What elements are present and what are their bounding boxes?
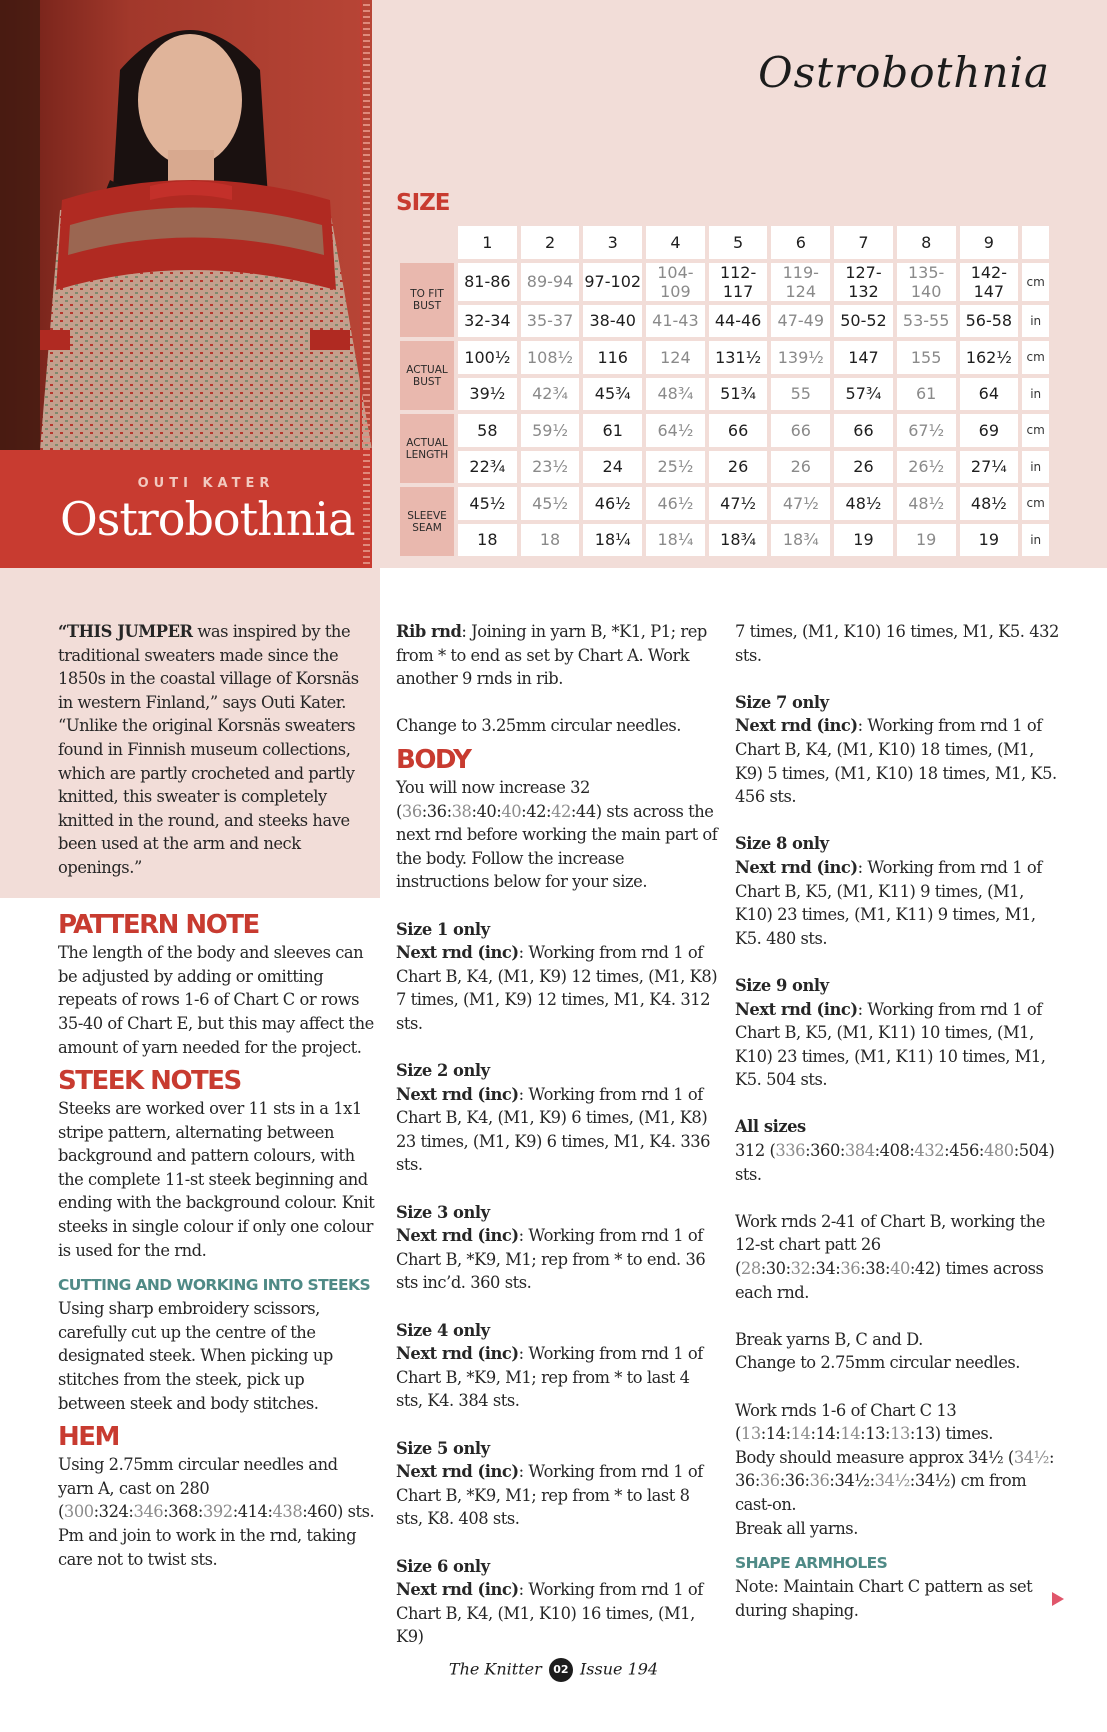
stitch-tick (363, 376, 370, 378)
size-value: 38-40 (583, 305, 642, 338)
size-value: 48½ (834, 487, 893, 520)
size-value: 26 (709, 451, 768, 484)
stitch-tick (363, 454, 370, 456)
page-title: Ostrobothnia (758, 48, 1050, 97)
size-value: 18 (458, 524, 517, 557)
size-value: 81-86 (458, 263, 517, 301)
stitch-tick (363, 514, 370, 516)
size-1-text: Next rnd (inc): Working from rnd 1 of Chart B, K4, (M1, K9) 12 times, (M1, K8) 7 times, (M1, K9) 12 times, M1, K4. 312 sts. (396, 943, 718, 1033)
size-number: 7 (834, 226, 893, 259)
stitch-tick (363, 358, 370, 360)
stitch-tick (363, 400, 370, 402)
stitch-tick (363, 550, 370, 552)
stitch-tick (363, 136, 370, 138)
size-number: 3 (583, 226, 642, 259)
measurement-label (400, 341, 454, 410)
size-9-text: Next rnd (inc): Working from rnd 1 of Chart B, K5, (M1, K11) 10 times, (M1, K10) 23 times, (M1, K11) 10 times, M1, K5. 504 sts. (735, 999, 1046, 1090)
size-value: 51¾ (709, 378, 768, 411)
change-needles-text: Change to 3.25mm circular needles. (396, 716, 682, 736)
size-row (400, 263, 1049, 301)
stitch-tick (363, 382, 370, 384)
stitch-tick (363, 250, 370, 252)
size-value: 89-94 (521, 263, 580, 301)
size-2-text: Next rnd (inc): Working from rnd 1 of Chart B, K4, (M1, K9) 6 times, (M1, K8) 23 times, (M1, K9) 6 times, M1, K4. 336 sts. (396, 1084, 711, 1175)
size-value: 155 (897, 341, 956, 374)
size-value: 127-132 (834, 263, 893, 301)
size-value: 26½ (897, 451, 956, 484)
size-number: 9 (960, 226, 1019, 259)
stitch-decoration (356, 0, 374, 610)
stitch-tick (363, 58, 370, 60)
stitch-tick (363, 346, 370, 348)
stitch-tick (363, 40, 370, 42)
size-value: 45¾ (583, 378, 642, 411)
column-2 (396, 620, 718, 1649)
size-value: 131½ (709, 341, 768, 374)
stitch-tick (363, 34, 370, 36)
break-yarns-text: Break yarns B, C and D. (735, 1329, 923, 1349)
stitch-tick (363, 316, 370, 318)
stitch-tick (363, 334, 370, 336)
unit-label: in (1022, 451, 1049, 484)
unit-label: in (1022, 524, 1049, 557)
stitch-tick (363, 262, 370, 264)
size-value: 108½ (521, 341, 580, 374)
stitch-tick (363, 166, 370, 168)
size-value: 47½ (771, 487, 830, 520)
stitch-tick (363, 472, 370, 474)
unit-label: cm (1022, 414, 1049, 447)
stitch-tick (363, 70, 370, 72)
size-value: 46½ (583, 487, 642, 520)
stitch-tick (363, 364, 370, 366)
size-value: 55 (771, 378, 830, 411)
stitch-tick (363, 154, 370, 156)
measurement-label-line: SEAM (412, 521, 442, 534)
shape-armholes-text: Note: Maintain Chart C pattern as set during shaping. (735, 1577, 1033, 1620)
column-3 (735, 620, 1061, 1622)
measurement-label (400, 414, 454, 483)
size-value: 26 (834, 451, 893, 484)
work-chart-b-text: Work rnds 2-41 of Chart B, working the 12-st chart patt 26 (28:30:32:34:36:38:40:42) times across each rnd. (735, 1211, 1045, 1302)
intro-paragraph: “THIS JUMPER was inspired by the traditional sweaters made since the 1850s in the coastal village of Korsnäs in western Finland,” says Outi Kater. “Unlike the original Korsnäs sweaters found in Finnish museum collections, which are partly crocheted and partly knitted, this sweater is completely knitted in the round, and steeks have been used at the arm and neck openings.” (58, 622, 359, 877)
stitch-tick (363, 160, 370, 162)
shape-armholes-heading: SHAPE ARMHOLES (735, 1554, 888, 1573)
size-value: 124 (646, 341, 705, 374)
size-row (400, 378, 1049, 411)
stitch-tick (363, 268, 370, 270)
measurement-label (400, 263, 454, 338)
stitch-tick (363, 244, 370, 246)
size-value: 58 (458, 414, 517, 447)
size-value: 45½ (521, 487, 580, 520)
size-value: 48½ (960, 487, 1019, 520)
size-8-text: Next rnd (inc): Working from rnd 1 of Chart B, K5, (M1, K11) 9 times, (M1, K10) 23 times, (M1, K11) 9 times, M1, K5. 480 sts. (735, 857, 1042, 948)
next-page-arrow-icon[interactable] (1052, 1592, 1064, 1606)
size-2-label: Size 2 only (396, 1061, 490, 1081)
stitch-tick (363, 22, 370, 24)
stitch-tick (363, 424, 370, 426)
stitch-tick (363, 442, 370, 444)
stitch-tick (363, 196, 370, 198)
size-value: 22¾ (458, 451, 517, 484)
size-value: 64 (960, 378, 1019, 411)
stitch-tick (363, 148, 370, 150)
size-number: 1 (458, 226, 517, 259)
measurement-label-line: BUST (413, 375, 441, 388)
issue-number: Issue 194 (579, 1659, 659, 1679)
size-value: 112-117 (709, 263, 768, 301)
change-needles-2-text: Change to 2.75mm circular needles. (735, 1353, 1021, 1373)
stitch-tick (363, 52, 370, 54)
stitch-tick (363, 82, 370, 84)
size-value: 116 (583, 341, 642, 374)
stitch-tick (363, 430, 370, 432)
hem-text: Using 2.75mm circular needles and yarn A, cast on 280 (300:324:346:368:392:414:438:460) sts. (58, 1455, 375, 1522)
size-value: 47½ (709, 487, 768, 520)
chart-c-text: Work rnds 1-6 of Chart C 13 (13:14:14:14:14:13:13:13) times. (735, 1400, 994, 1444)
body-intro-text: You will now increase 32 (36:36:38:40:40:42:42:44) sts across the next rnd before working the main part of the body. Follow the increase instructions below for your size. (396, 777, 718, 892)
size-value: 104-109 (646, 263, 705, 301)
stitch-tick (363, 520, 370, 522)
unit-label: cm (1022, 341, 1049, 374)
stitch-tick (363, 4, 370, 6)
size-header-unit (1022, 226, 1049, 259)
size-value: 26 (771, 451, 830, 484)
size-8-label: Size 8 only (735, 834, 829, 854)
size-value: 142-147 (960, 263, 1019, 301)
size-value: 24 (583, 451, 642, 484)
stitch-tick (363, 418, 370, 420)
stitch-tick (363, 508, 370, 510)
size-value: 19 (960, 524, 1019, 557)
stitch-tick (363, 304, 370, 306)
size-3-label: Size 3 only (396, 1202, 490, 1222)
size-value: 35-37 (521, 305, 580, 338)
stitch-tick (363, 202, 370, 204)
stitch-tick (363, 466, 370, 468)
size-value: 135-140 (897, 263, 956, 301)
stitch-tick (363, 496, 370, 498)
stitch-tick (363, 460, 370, 462)
size-value: 47-49 (771, 305, 830, 338)
size-value: 61 (583, 414, 642, 447)
unit-label: in (1022, 378, 1049, 411)
size-value: 44-46 (709, 305, 768, 338)
stitch-tick (363, 280, 370, 282)
author-name: OUTI KATER (137, 476, 275, 491)
size-value: 66 (709, 414, 768, 447)
size-value: 69 (960, 414, 1019, 447)
stitch-tick (363, 256, 370, 258)
stitch-tick (363, 448, 370, 450)
steek-notes-text: Steeks are worked over 11 sts in a 1x1 stripe pattern, alternating between background and pattern colours, with the complete 11-st steek beginning and ending with the background colour. Knit steeks in single colour if only one colour is used for the rnd. (58, 1099, 375, 1260)
stitch-tick (363, 328, 370, 330)
stitch-tick (363, 10, 370, 12)
break-all-text: Break all yarns. (735, 1518, 858, 1538)
stitch-tick (363, 184, 370, 186)
stitch-tick (363, 46, 370, 48)
size-row (400, 414, 1049, 447)
size-value: 119-124 (771, 263, 830, 301)
size-value: 42¾ (521, 378, 580, 411)
size-value: 53-55 (897, 305, 956, 338)
size-value: 18¼ (646, 524, 705, 557)
stitch-tick (363, 16, 370, 18)
size-header-row (400, 226, 1049, 259)
stitch-tick (363, 118, 370, 120)
stitch-tick (363, 226, 370, 228)
size-4-label: Size 4 only (396, 1320, 490, 1340)
size-5-text: Next rnd (inc): Working from rnd 1 of Chart B, *K9, M1; rep from * to last 8 sts, K8. 408 sts. (396, 1462, 703, 1529)
stitch-tick (363, 172, 370, 174)
stitch-tick (363, 76, 370, 78)
stitch-tick (363, 214, 370, 216)
stitch-tick (363, 220, 370, 222)
size-value: 18¾ (709, 524, 768, 557)
stitch-tick (363, 490, 370, 492)
stitch-tick (363, 298, 370, 300)
size-3-text: Next rnd (inc): Working from rnd 1 of Chart B, *K9, M1; rep from * to end. 36 sts inc’d. 360 sts. (396, 1226, 706, 1293)
stitch-tick (363, 370, 370, 372)
size-table (396, 222, 1053, 560)
size-value: 48½ (897, 487, 956, 520)
stitch-tick (363, 88, 370, 90)
size-4-text: Next rnd (inc): Working from rnd 1 of Chart B, *K9, M1; rep from * to last 4 sts, K4. 384 sts. (396, 1344, 703, 1411)
stitch-tick (363, 436, 370, 438)
size-number: 8 (897, 226, 956, 259)
stitch-tick (363, 526, 370, 528)
size-6-text: Next rnd (inc): Working from rnd 1 of Chart B, K4, (M1, K10) 16 times, (M1, K9) (396, 1580, 703, 1647)
stitch-tick (363, 274, 370, 276)
unit-label: cm (1022, 263, 1049, 301)
stitch-tick (363, 412, 370, 414)
stitch-tick (363, 292, 370, 294)
size-row (400, 487, 1049, 520)
measurement-label-line: ACTUAL (406, 436, 448, 449)
stitch-tick (363, 478, 370, 480)
size-1-label: Size 1 only (396, 919, 490, 939)
size-number: 4 (646, 226, 705, 259)
size-5-label: Size 5 only (396, 1438, 490, 1458)
size-6-continued: 7 times, (M1, K10) 16 times, M1, K5. 432 sts. (735, 622, 1059, 665)
measurement-label-line: SLEEVE (407, 509, 447, 522)
size-row (400, 341, 1049, 374)
size-value: 19 (834, 524, 893, 557)
size-value: 27¼ (960, 451, 1019, 484)
size-value: 45½ (458, 487, 517, 520)
size-value: 18 (521, 524, 580, 557)
size-7-text: Next rnd (inc): Working from rnd 1 of Chart B, K4, (M1, K10) 18 times, (M1, K9) 5 times, (M1, K10) 18 times, M1, K5. 456 sts. (735, 716, 1057, 807)
publication-name: The Knitter (448, 1659, 542, 1679)
stitch-tick (363, 502, 370, 504)
stitch-tick (363, 100, 370, 102)
all-sizes-text: 312 (336:360:384:408:432:456:480:504) sts. (735, 1141, 1055, 1184)
measurement-label-line: TO FIT (410, 287, 444, 300)
stitch-tick (363, 538, 370, 540)
stitch-tick (363, 562, 370, 564)
measurement-label-line: BUST (413, 299, 441, 312)
stitch-tick (363, 532, 370, 534)
stitch-tick (363, 190, 370, 192)
stitch-tick (363, 340, 370, 342)
size-value: 25½ (646, 451, 705, 484)
size-value: 41-43 (646, 305, 705, 338)
stitch-tick (363, 142, 370, 144)
size-heading: SIZE (396, 190, 450, 216)
size-value: 23½ (521, 451, 580, 484)
stitch-tick (363, 124, 370, 126)
size-value: 19 (897, 524, 956, 557)
size-value: 61 (897, 378, 956, 411)
size-number: 2 (521, 226, 580, 259)
hero-title: Ostrobothnia (60, 492, 355, 546)
size-value: 32-34 (458, 305, 517, 338)
model-photo (0, 0, 372, 450)
cutting-steeks-heading: CUTTING AND WORKING INTO STEEKS (58, 1276, 371, 1295)
size-value: 162½ (960, 341, 1019, 374)
pattern-note-heading: PATTERN NOTE (58, 910, 259, 941)
size-value: 18¾ (771, 524, 830, 557)
stitch-tick (363, 178, 370, 180)
all-sizes-label: All sizes (735, 1117, 806, 1137)
size-9-label: Size 9 only (735, 975, 829, 995)
size-value: 39½ (458, 378, 517, 411)
size-value: 57¾ (834, 378, 893, 411)
measurement-label (400, 487, 454, 556)
pattern-note-text: The length of the body and sleeves can be adjusted by adding or omitting repeats of rows 1-6 of Chart C or rows 35-40 of Chart E, but this may affect the amount of yarn needed for the project. (58, 943, 374, 1057)
page-number: 02 (549, 1658, 573, 1682)
column-1 (58, 620, 376, 1571)
steek-notes-heading: STEEK NOTES (58, 1066, 241, 1097)
size-value: 59½ (521, 414, 580, 447)
size-header-blank (400, 226, 454, 259)
size-value: 50-52 (834, 305, 893, 338)
size-value: 18¼ (583, 524, 642, 557)
size-value: 66 (834, 414, 893, 447)
stitch-tick (363, 286, 370, 288)
size-value: 139½ (771, 341, 830, 374)
stitch-tick (363, 64, 370, 66)
size-value: 48¾ (646, 378, 705, 411)
stitch-tick (363, 238, 370, 240)
stitch-tick (363, 28, 370, 30)
measurement-label-line: LENGTH (405, 448, 449, 461)
size-6-label: Size 6 only (396, 1556, 490, 1576)
size-value: 97-102 (583, 263, 642, 301)
size-value: 64½ (646, 414, 705, 447)
size-number: 5 (709, 226, 768, 259)
size-7-label: Size 7 only (735, 692, 829, 712)
rib-rnd-text: Rib rnd: Joining in yarn B, *K1, P1; rep from * to end as set by Chart A. Work another 9 rnds in rib. (396, 622, 707, 689)
hem-heading: HEM (58, 1422, 119, 1453)
unit-label: cm (1022, 487, 1049, 520)
body-heading: BODY (396, 744, 471, 775)
size-row (400, 451, 1049, 484)
stitch-tick (363, 394, 370, 396)
unit-label: in (1022, 305, 1049, 338)
stitch-tick (363, 112, 370, 114)
stitch-tick (363, 322, 370, 324)
size-value: 67½ (897, 414, 956, 447)
size-value: 147 (834, 341, 893, 374)
size-number: 6 (771, 226, 830, 259)
size-row (400, 305, 1049, 338)
stitch-tick (363, 232, 370, 234)
size-value: 56-58 (960, 305, 1019, 338)
cutting-steeks-text: Using sharp embroidery scissors, carefully cut up the centre of the designated steek. When picking up stitches from the steek, pick up between steek and body stitches. (58, 1299, 333, 1413)
size-row (400, 524, 1049, 557)
stitch-tick (363, 388, 370, 390)
stitch-tick (363, 208, 370, 210)
stitch-tick (363, 352, 370, 354)
hem-join-text: Pm and join to work in the rnd, taking care not to twist sts. (58, 1526, 357, 1569)
measure-text: Body should measure approx 34½ (34½: 36:36:36:36:34½:34½:34½) cm from cast-on. (735, 1447, 1055, 1514)
size-value: 66 (771, 414, 830, 447)
size-value: 46½ (646, 487, 705, 520)
stitch-tick (363, 544, 370, 546)
stitch-tick (363, 106, 370, 108)
stitch-tick (363, 556, 370, 558)
stitch-tick (363, 94, 370, 96)
measurement-label-line: ACTUAL (406, 363, 448, 376)
stitch-tick (363, 484, 370, 486)
stitch-tick (363, 406, 370, 408)
size-value: 100½ (458, 341, 517, 374)
stitch-tick (363, 310, 370, 312)
stitch-tick (363, 130, 370, 132)
page-footer (0, 1658, 1107, 1682)
